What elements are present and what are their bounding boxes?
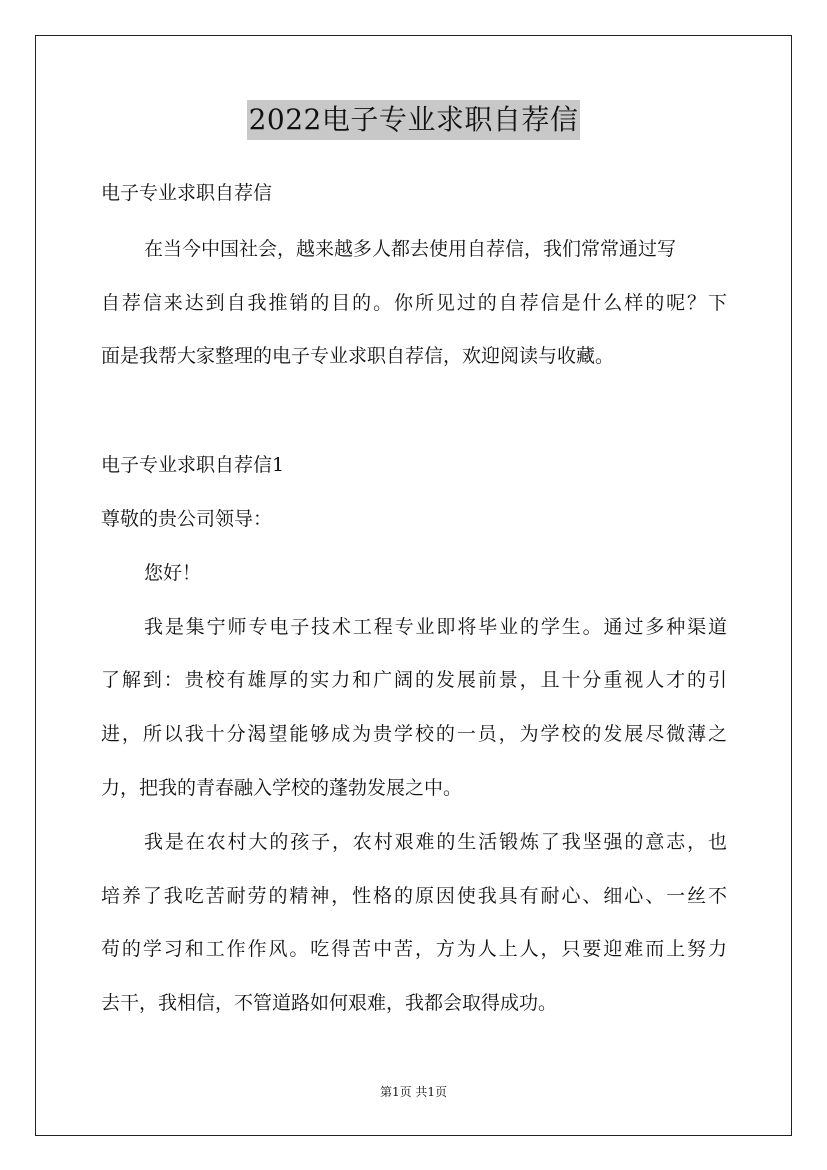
para2-line-2: 培养了我吃苦耐劳的精神，性格的原因使我具有耐心、细心、一丝不 [101, 885, 727, 907]
document-title: 2022电子专业求职自荐信 [247, 100, 581, 140]
page-footer: 第1页 共1页 [379, 1085, 448, 1099]
greeting: 您好！ [144, 562, 202, 584]
subtitle: 电子专业求职自荐信 [101, 182, 273, 204]
para1-line-1: 我是集宁师专电子技术工程专业即将毕业的学生。通过多种渠道 [144, 616, 727, 638]
para1-line-2: 了解到：贵校有雄厚的实力和广阔的发展前景，且十分重视人才的引 [101, 669, 727, 691]
para2-line-3: 苟的学习和工作作风。吃得苦中苦，方为人上人，只要迎难而上努力 [101, 938, 727, 960]
title-wrap [0, 100, 827, 140]
intro-line-1: 在当今中国社会，越来越多人都去使用自荐信，我们常常通过写 [144, 238, 677, 260]
letter-heading: 电子专业求职自荐信1 [101, 454, 285, 476]
intro-line-2: 自荐信来达到自我推销的目的。你所见过的自荐信是什么样的呢？下 [101, 292, 727, 314]
intro-line-3: 面是我帮大家整理的电子专业求职自荐信，欢迎阅读与收藏。 [101, 345, 615, 367]
para1-line-3: 进，所以我十分渴望能够成为贵学校的一员，为学校的发展尽微薄之 [101, 723, 727, 745]
salutation: 尊敬的贵公司领导： [101, 508, 273, 530]
para2-line-1: 我是在农村大的孩子，农村艰难的生活锻炼了我坚强的意志，也 [144, 831, 727, 853]
para2-line-4: 去干，我相信，不管道路如何艰难，我都会取得成功。 [101, 992, 558, 1014]
para1-line-4: 力，把我的青春融入学校的蓬勃发展之中。 [101, 777, 463, 799]
